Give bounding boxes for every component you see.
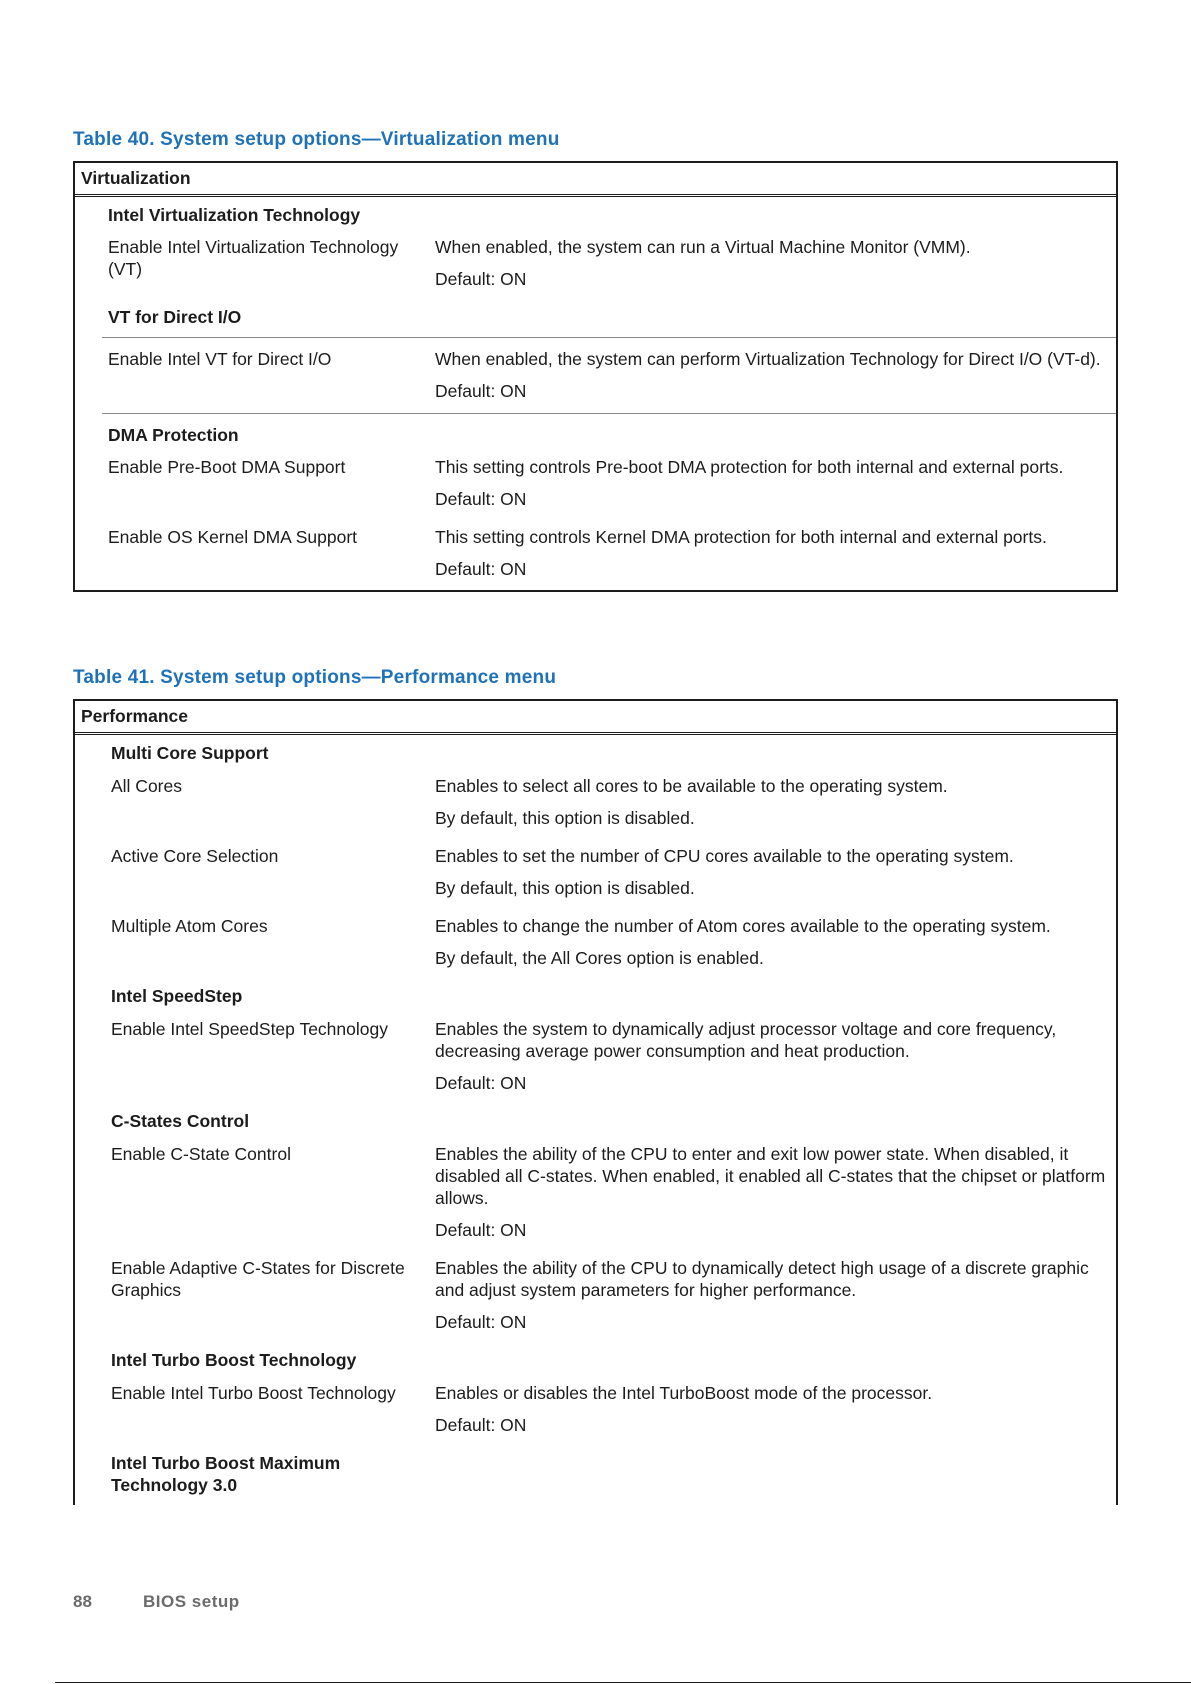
setting-name: Enable Intel VT for Direct I/O — [108, 349, 332, 369]
table-row — [75, 845, 1116, 899]
table-row — [75, 1018, 1116, 1094]
setting-description — [435, 526, 1116, 580]
group-title: VT for Direct I/O — [108, 307, 242, 327]
default-value: Default: ON — [435, 1220, 527, 1240]
setting-description — [435, 1018, 1116, 1094]
setting-name: Enable OS Kernel DMA Support — [108, 527, 358, 547]
description-text: When enabled, the system can run a Virtual Machine Monitor (VMM). — [435, 237, 971, 257]
group-title: C-States Control — [111, 1111, 250, 1131]
table-row — [75, 236, 1116, 290]
page-number: 88 — [73, 1592, 92, 1611]
description-text: Enables the system to dynamically adjust processor voltage and core frequency, decreasing average power consumption and heat production. — [435, 1019, 1057, 1061]
setting-description — [435, 1382, 1116, 1436]
description-text: Enables the ability of the CPU to enter and exit low power state. When disabled, it disabled all C-states. When enabled, it enabled all C-states that the chipset or platform allows. — [435, 1144, 1106, 1208]
table-row — [75, 306, 1116, 338]
table-row — [75, 1257, 1116, 1333]
default-value: By default, this option is disabled. — [435, 808, 695, 828]
setting-name: Multiple Atom Cores — [111, 916, 268, 936]
group-title: Intel Turbo Boost Technology — [111, 1350, 357, 1370]
default-value: Default: ON — [435, 1415, 527, 1435]
table-40-caption: Table 40. System setup options—Virtualization menu — [73, 129, 560, 150]
setting-description — [435, 456, 1116, 510]
group-title: Multi Core Support — [111, 743, 269, 763]
setting-description — [435, 845, 1116, 899]
table-row — [75, 775, 1116, 829]
setting-description — [435, 775, 1116, 829]
setting-name: Enable C-State Control — [111, 1144, 291, 1164]
description-text: Enables to set the number of CPU cores available to the operating system. — [435, 846, 1014, 866]
description-text: Enables to select all cores to be available to the operating system. — [435, 776, 948, 796]
footer-divider — [55, 1682, 1191, 1683]
default-value: Default: ON — [435, 381, 527, 401]
section-name: BIOS setup — [143, 1592, 240, 1611]
description-text: This setting controls Kernel DMA protection for both internal and external ports. — [435, 527, 1047, 547]
description-text: Enables the ability of the CPU to dynamically detect high usage of a discrete graphic and adjust system parameters for higher performance. — [435, 1258, 1089, 1300]
description-text: This setting controls Pre-boot DMA protection for both internal and external ports. — [435, 457, 1064, 477]
default-value: By default, this option is disabled. — [435, 878, 695, 898]
description-text: Enables or disables the Intel TurboBoost mode of the processor. — [435, 1383, 933, 1403]
group-title: Intel Virtualization Technology — [108, 205, 361, 225]
virtualization-table — [73, 161, 1118, 592]
group-title: DMA Protection — [108, 425, 239, 445]
performance-table — [73, 699, 1118, 1505]
setting-description — [435, 1143, 1116, 1241]
table-header: Virtualization — [75, 161, 1116, 197]
setting-description — [435, 236, 1116, 290]
setting-description — [435, 348, 1116, 402]
table-header: Performance — [75, 699, 1116, 735]
description-text: Enables to change the number of Atom cores available to the operating system. — [435, 916, 1051, 936]
default-value: Default: ON — [435, 1073, 527, 1093]
setting-description — [435, 915, 1116, 969]
setting-name: All Cores — [111, 776, 182, 796]
table-41-caption: Table 41. System setup options—Performance menu — [73, 667, 557, 688]
table-row — [75, 1382, 1116, 1436]
table-row — [75, 456, 1116, 510]
default-value: Default: ON — [435, 559, 527, 579]
table-row — [75, 1143, 1116, 1241]
description-text: When enabled, the system can perform Virtualization Technology for Direct I/O (VT-d). — [435, 349, 1101, 369]
default-value: Default: ON — [435, 489, 527, 509]
setting-name: Enable Intel Virtualization Technology (VT) — [108, 237, 399, 279]
setting-description — [435, 1257, 1116, 1333]
table-row — [75, 526, 1116, 580]
group-title: Intel SpeedStep — [111, 986, 243, 1006]
table-row — [75, 348, 1116, 414]
setting-name: Enable Pre-Boot DMA Support — [108, 457, 346, 477]
default-value: By default, the All Cores option is enabled. — [435, 948, 764, 968]
setting-name: Active Core Selection — [111, 846, 279, 866]
default-value: Default: ON — [435, 1312, 527, 1332]
default-value: Default: ON — [435, 269, 527, 289]
group-title: Intel Turbo Boost Maximum Technology 3.0 — [111, 1453, 341, 1495]
table-row — [75, 915, 1116, 969]
setting-name: Enable Intel SpeedStep Technology — [111, 1019, 388, 1039]
setting-name: Enable Intel Turbo Boost Technology — [111, 1383, 396, 1403]
setting-name: Enable Adaptive C-States for Discrete Graphics — [111, 1258, 405, 1300]
